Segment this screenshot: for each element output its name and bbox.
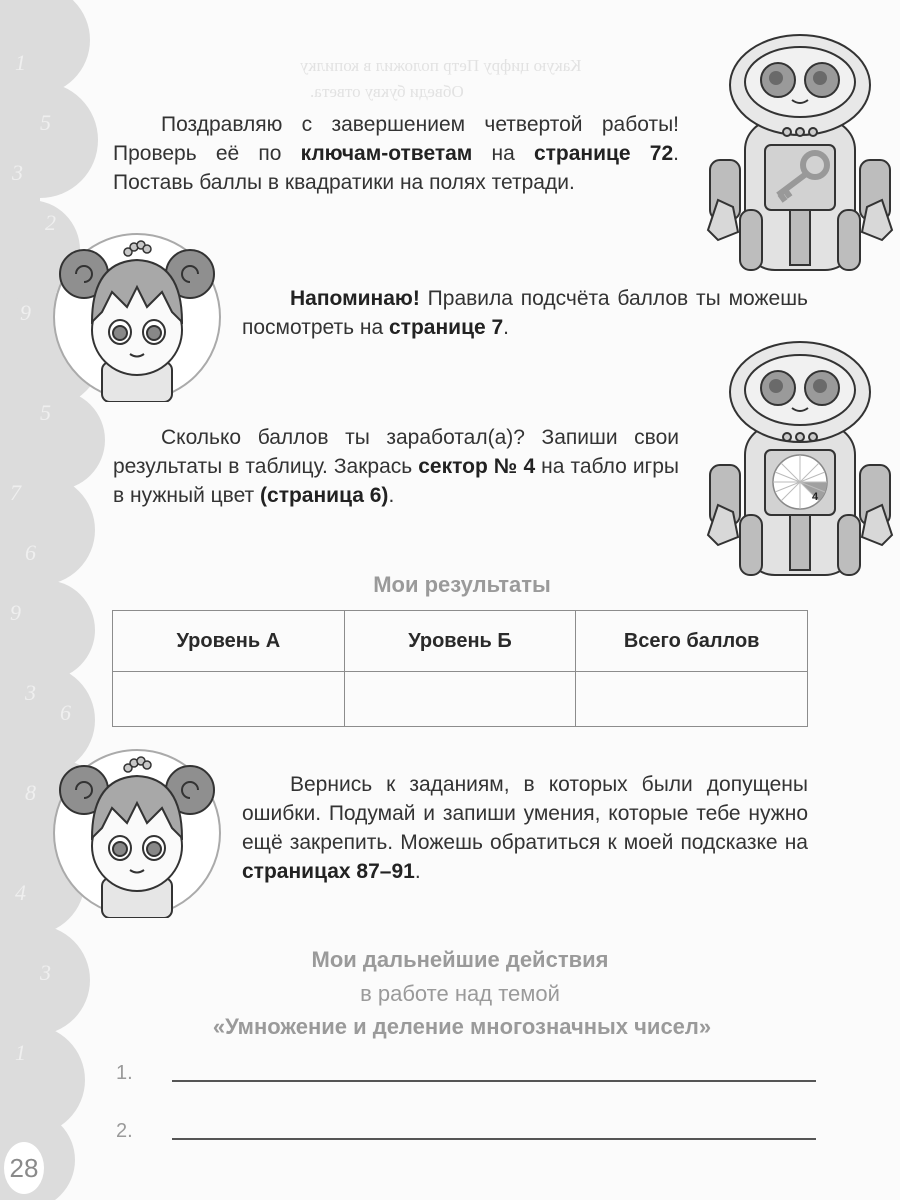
- girl-avatar: [52, 232, 222, 402]
- reminder-paragraph: Напоминаю! Правила подсчёта баллов ты можешь посмотреть на странице 7.: [242, 287, 808, 339]
- item-number: 1.: [116, 1062, 133, 1084]
- column-header-total: Всего баллов: [576, 611, 808, 672]
- svg-text:1: 1: [15, 50, 26, 75]
- answer-keys-ref: ключам-ответам: [300, 142, 473, 165]
- item-number: 2.: [116, 1120, 133, 1142]
- intro-paragraph: Поздравляю с завершением четвертой работы! Проверь её по ключам-ответам на странице 72. Поставь баллы в квадратики на полях тетради.: [113, 113, 679, 194]
- page-number: 28: [4, 1142, 44, 1194]
- results-table: [112, 610, 808, 727]
- next-steps-title-line3: «Умножение и деление многозначных чисел»: [212, 1014, 712, 1039]
- page-6-ref: (страница 6): [260, 484, 389, 507]
- svg-text:6: 6: [25, 540, 36, 565]
- reminder-label: Напоминаю!: [290, 287, 420, 310]
- sector-4-ref: сектор № 4: [418, 455, 536, 478]
- svg-text:1: 1: [15, 1040, 26, 1065]
- results-title: Мои результаты: [373, 572, 551, 597]
- page-7-ref: странице 7: [389, 316, 504, 339]
- score-wheel-icon: [773, 455, 827, 509]
- svg-text:9: 9: [10, 600, 21, 625]
- svg-text:5: 5: [40, 400, 51, 425]
- score-prompt-paragraph: Сколько баллов ты заработал(а)? Запиши свои результаты в таблицу. Закрась сектор № 4 на табло игры в нужный цвет (страница 6).: [113, 426, 679, 507]
- svg-text:4: 4: [15, 880, 26, 905]
- girl-avatar: [52, 748, 222, 918]
- next-step-line-1[interactable]: [116, 1062, 816, 1092]
- total-cell[interactable]: [576, 672, 808, 727]
- bleed-through-text: Какую цифру Петр положил в копилку: [300, 56, 582, 75]
- svg-text:7: 7: [10, 480, 21, 505]
- column-header-level-b: Уровень Б: [344, 611, 576, 672]
- svg-text:5: 5: [40, 110, 51, 135]
- column-header-level-a: Уровень А: [113, 611, 345, 672]
- page-72-ref: странице 72: [533, 142, 674, 165]
- errors-prompt-paragraph: Вернись к заданиям, в которых были допущены ошибки. Подумай и запиши умения, которые тебе нужно ещё закрепить. Можешь обратиться к моей подсказке на страницах 87–91.: [242, 773, 808, 883]
- robot-wheel-illustration: [700, 340, 900, 590]
- write-in-line[interactable]: [172, 1080, 816, 1082]
- level-b-cell[interactable]: [344, 672, 576, 727]
- svg-text:9: 9: [20, 300, 31, 325]
- write-in-line[interactable]: [172, 1138, 816, 1140]
- svg-text:3: 3: [12, 160, 23, 185]
- sector-number: 4: [812, 491, 819, 503]
- next-step-line-2[interactable]: [116, 1120, 816, 1150]
- svg-text:3: 3: [25, 680, 36, 705]
- level-a-cell[interactable]: [113, 672, 345, 727]
- svg-text:6: 6: [60, 700, 71, 725]
- svg-text:3: 3: [40, 960, 51, 985]
- pages-87-91-ref: страницах 87–91: [242, 860, 415, 883]
- svg-text:8: 8: [25, 780, 36, 805]
- next-steps-title-line1: Мои дальнейшие действия: [311, 947, 609, 972]
- bleed-through-text: Обведи букву ответа.: [310, 82, 464, 101]
- table-row: [113, 672, 808, 727]
- next-steps-title-line2: в работе над темой: [360, 981, 560, 1006]
- svg-text:2: 2: [45, 210, 56, 235]
- robot-key-illustration: [700, 30, 900, 290]
